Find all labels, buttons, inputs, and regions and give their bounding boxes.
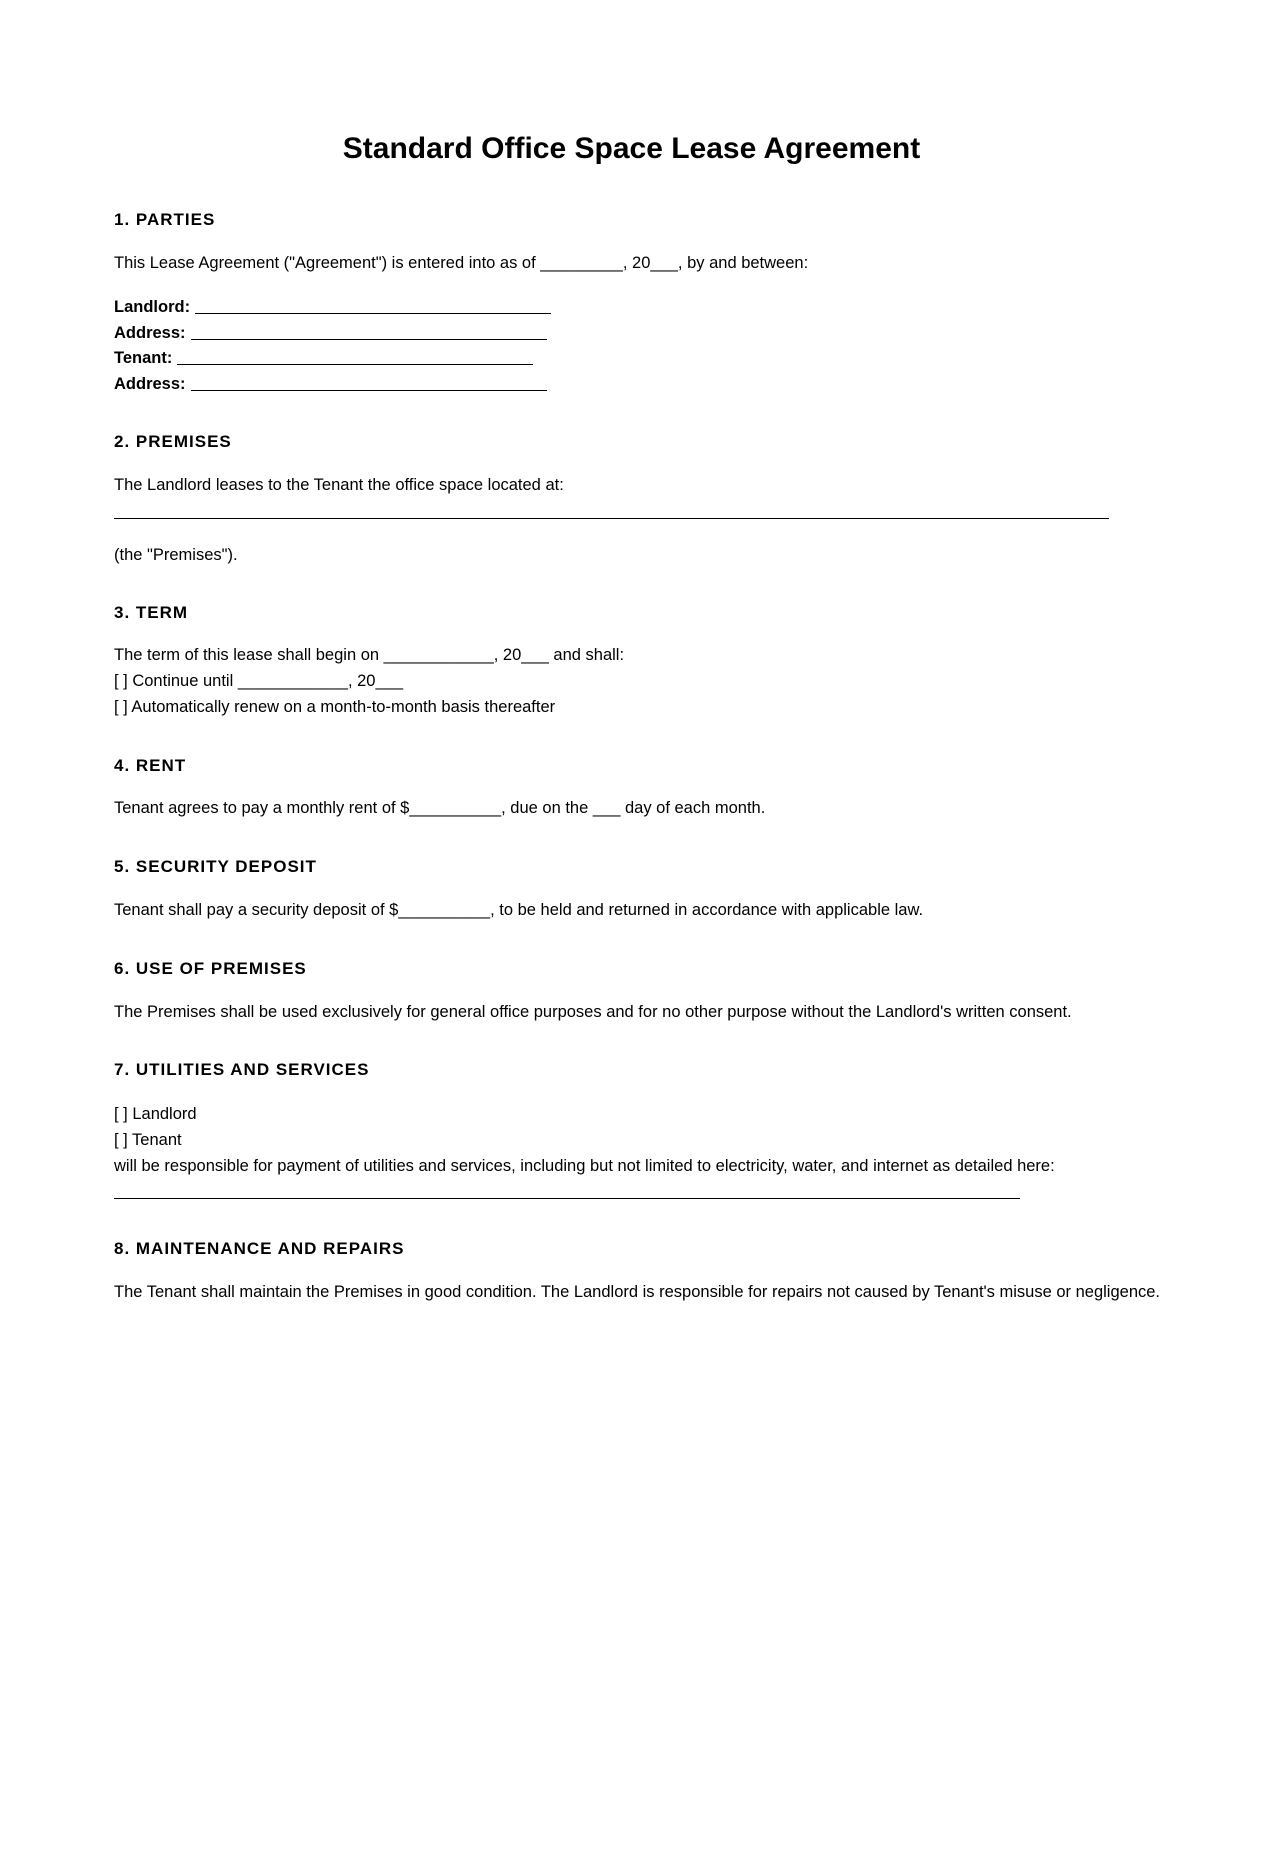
landlord-address-label: Address: <box>114 324 186 342</box>
landlord-label: Landlord: <box>114 298 191 316</box>
use-of-premises-text: The Premises shall be used exclusively for general office purposes and for no other purpose without the Landlord's written consent. <box>114 1003 1072 1021</box>
term-text: The term of this lease shall begin on ____________, 20___ and shall: <box>114 646 625 664</box>
landlord-address-blank[interactable] <box>191 323 547 340</box>
landlord-blank[interactable] <box>195 297 551 314</box>
landlord-field[interactable] <box>114 296 551 318</box>
utilities-text: will be responsible for payment of utilities and services, including but not limited to electricity, water, and internet as detailed here: <box>114 1157 1055 1175</box>
term-option-auto-renew[interactable]: [ ] Automatically renew on a month-to-month basis thereafter <box>114 698 556 716</box>
premises-address-blank[interactable] <box>114 518 1109 519</box>
section-heading-utilities: 7. UTILITIES AND SERVICES <box>114 1060 370 1079</box>
section-heading-term: 3. TERM <box>114 603 189 622</box>
section-heading-security-deposit: 5. SECURITY DEPOSIT <box>114 857 317 876</box>
section-heading-rent: 4. RENT <box>114 756 187 775</box>
tenant-address-label: Address: <box>114 375 186 393</box>
section-heading-use-of-premises: 6. USE OF PREMISES <box>114 959 307 978</box>
section-heading-parties: 1. PARTIES <box>114 210 216 229</box>
tenant-blank[interactable] <box>177 348 533 365</box>
tenant-label: Tenant: <box>114 349 173 367</box>
section-heading-maintenance: 8. MAINTENANCE AND REPAIRS <box>114 1239 405 1258</box>
premises-text: The Landlord leases to the Tenant the office space located at: <box>114 476 564 494</box>
tenant-address-blank[interactable] <box>191 374 547 391</box>
maintenance-text: The Tenant shall maintain the Premises in good condition. The Landlord is responsible for repairs not caused by Tenant's misuse or negligence. <box>114 1283 1161 1301</box>
utilities-details-blank[interactable] <box>114 1198 1020 1199</box>
utilities-option-tenant[interactable]: [ ] Tenant <box>114 1131 182 1149</box>
parties-intro: This Lease Agreement ("Agreement") is entered into as of _________, 20___, by and between: <box>114 254 809 272</box>
tenant-field[interactable] <box>114 347 533 369</box>
tenant-address-field[interactable] <box>114 373 547 395</box>
premises-suffix: (the "Premises"). <box>114 546 238 564</box>
landlord-address-field[interactable] <box>114 322 547 344</box>
document-title: Standard Office Space Lease Agreement <box>342 132 921 165</box>
term-option-continue[interactable]: [ ] Continue until ____________, 20___ <box>114 672 403 690</box>
section-heading-premises: 2. PREMISES <box>114 432 232 451</box>
rent-text: Tenant agrees to pay a monthly rent of $__________, due on the ___ day of each month. <box>114 799 766 817</box>
security-deposit-text: Tenant shall pay a security deposit of $__________, to be held and returned in accordance with applicable law. <box>114 901 924 919</box>
utilities-option-landlord[interactable]: [ ] Landlord <box>114 1105 197 1123</box>
